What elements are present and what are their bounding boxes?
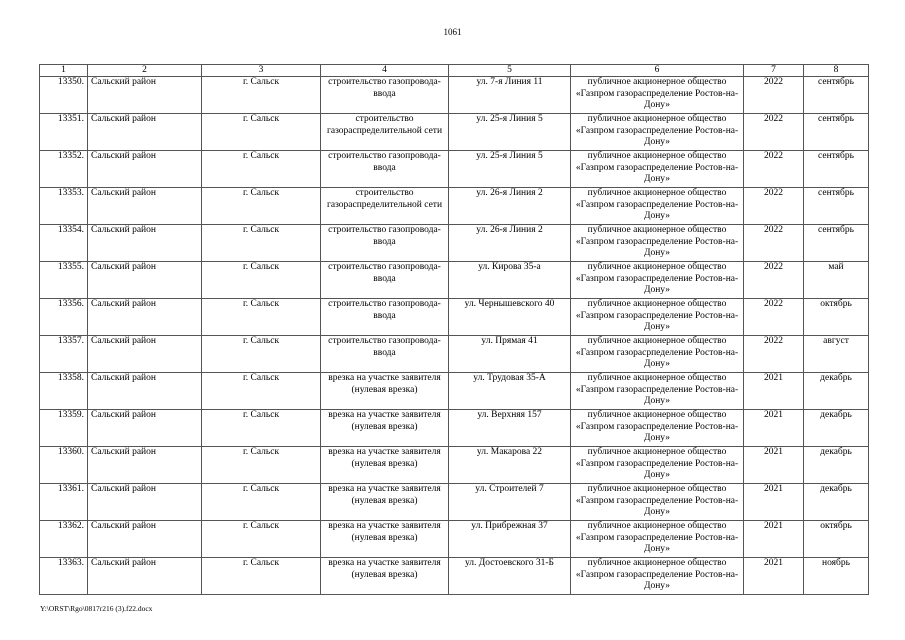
table-row	[40, 447, 869, 484]
cell-month: декабрь	[804, 373, 869, 410]
cell-district: Сальский район	[88, 262, 202, 299]
cell-month: сентябрь	[804, 151, 869, 188]
cell-month: октябрь	[804, 299, 869, 336]
cell-city: г. Сальск	[202, 188, 321, 225]
cell-district: Сальский район	[88, 188, 202, 225]
cell-district: Сальский район	[88, 299, 202, 336]
cell-year: 2022	[744, 188, 804, 225]
cell-organization: публичное акционерное общество «Газпром газораспределение Ростов-на-Дону»	[571, 410, 744, 447]
cell-city: г. Сальск	[202, 521, 321, 558]
cell-row-number: 13353.	[40, 188, 88, 225]
cell-organization: публичное акционерное общество «Газпром газораспределение Ростов-на-Дону»	[571, 299, 744, 336]
cell-month: октябрь	[804, 521, 869, 558]
cell-organization: публичное акционерное общество «Газпром газораспределение Ростов-на-Дону»	[571, 188, 744, 225]
table-row	[40, 114, 869, 151]
cell-year: 2021	[744, 410, 804, 447]
cell-row-number: 13354.	[40, 225, 88, 262]
cell-city: г. Сальск	[202, 151, 321, 188]
cell-city: г. Сальск	[202, 558, 321, 595]
cell-address: ул. Прямая 41	[449, 336, 571, 373]
column-header-6: 6	[571, 65, 744, 77]
cell-work-type: строительство газораспределительной сети	[321, 188, 449, 225]
table-row	[40, 336, 869, 373]
table-row	[40, 77, 869, 114]
cell-work-type: строительство газопровода-ввода	[321, 151, 449, 188]
cell-work-type: строительство газопровода-ввода	[321, 299, 449, 336]
cell-row-number: 13358.	[40, 373, 88, 410]
cell-district: Сальский район	[88, 114, 202, 151]
cell-organization: публичное акционерное общество «Газпром газораспределение Ростов-на-Дону»	[571, 521, 744, 558]
cell-district: Сальский район	[88, 373, 202, 410]
cell-month: сентябрь	[804, 188, 869, 225]
cell-organization: публичное акционерное общество «Газпром газораспределение Ростов-на-Дону»	[571, 447, 744, 484]
table-row	[40, 410, 869, 447]
cell-year: 2022	[744, 77, 804, 114]
cell-organization: публичное акционерное общество «Газпром газораспределение Ростов-на-Дону»	[571, 225, 744, 262]
cell-month: ноябрь	[804, 558, 869, 595]
cell-organization: публичное акционерное общество «Газпром газораспределение Ростов-на-Дону»	[571, 558, 744, 595]
cell-address: ул. Верхняя 157	[449, 410, 571, 447]
cell-district: Сальский район	[88, 484, 202, 521]
cell-city: г. Сальск	[202, 77, 321, 114]
cell-work-type: врезка на участке заявителя (нулевая врезка)	[321, 373, 449, 410]
table-header	[40, 65, 869, 77]
data-table	[39, 64, 869, 595]
cell-address: ул. 25-я Линия 5	[449, 151, 571, 188]
cell-organization: публичное акционерное общество «Газпром газорасрпеделение Ростов-на-Дону»	[571, 336, 744, 373]
cell-address: ул. Трудовая 35-А	[449, 373, 571, 410]
table-row	[40, 262, 869, 299]
cell-work-type: строительство газопровода-ввода	[321, 336, 449, 373]
column-header-8: 8	[804, 65, 869, 77]
cell-row-number: 13363.	[40, 558, 88, 595]
column-header-4: 4	[321, 65, 449, 77]
cell-work-type: врезка на участке заявителя (нулевая врезка)	[321, 484, 449, 521]
cell-row-number: 13357.	[40, 336, 88, 373]
column-header-2: 2	[88, 65, 202, 77]
cell-organization: публичное акционерное общество «Газпром газораспределение Ростов-на-Дону»	[571, 484, 744, 521]
cell-city: г. Сальск	[202, 336, 321, 373]
table-row	[40, 299, 869, 336]
cell-city: г. Сальск	[202, 299, 321, 336]
footer-file-path: Y:\ORST\Rgo\0817r216 (3).f22.docx	[40, 604, 153, 613]
table-row	[40, 558, 869, 595]
table-row	[40, 225, 869, 262]
cell-month: декабрь	[804, 410, 869, 447]
cell-year: 2022	[744, 262, 804, 299]
cell-year: 2021	[744, 373, 804, 410]
cell-city: г. Сальск	[202, 225, 321, 262]
cell-address: ул. Макарова 22	[449, 447, 571, 484]
cell-city: г. Сальск	[202, 447, 321, 484]
cell-work-type: врезка на участке заявителя (нулевая врезка)	[321, 558, 449, 595]
cell-year: 2022	[744, 114, 804, 151]
cell-year: 2021	[744, 447, 804, 484]
cell-address: ул. 7-я Линия 11	[449, 77, 571, 114]
cell-district: Сальский район	[88, 410, 202, 447]
cell-month: сентябрь	[804, 77, 869, 114]
cell-row-number: 13356.	[40, 299, 88, 336]
cell-address: ул. Достоевского 31-Б	[449, 558, 571, 595]
cell-month: декабрь	[804, 447, 869, 484]
cell-district: Сальский район	[88, 336, 202, 373]
column-header-5: 5	[449, 65, 571, 77]
cell-district: Сальский район	[88, 447, 202, 484]
cell-district: Сальский район	[88, 225, 202, 262]
table-row	[40, 373, 869, 410]
cell-row-number: 13360.	[40, 447, 88, 484]
cell-row-number: 13351.	[40, 114, 88, 151]
cell-city: г. Сальск	[202, 373, 321, 410]
cell-month: август	[804, 336, 869, 373]
table-row	[40, 151, 869, 188]
cell-address: ул. 26-я Линия 2	[449, 225, 571, 262]
cell-work-type: строительство газопровода-ввода	[321, 77, 449, 114]
cell-row-number: 13359.	[40, 410, 88, 447]
cell-address: ул. 25-я Линия 5	[449, 114, 571, 151]
cell-organization: публичное акционерное общество «Газпром газораспределение Ростов-на-Дону»	[571, 373, 744, 410]
cell-work-type: врезка на участке заявителя (нулевая врезка)	[321, 410, 449, 447]
cell-organization: публичное акционерное общество «Газпром газораспределение Ростов-на-Дону»	[571, 262, 744, 299]
cell-month: сентябрь	[804, 225, 869, 262]
cell-address: ул. Чернышевского 40	[449, 299, 571, 336]
cell-city: г. Сальск	[202, 114, 321, 151]
cell-city: г. Сальск	[202, 410, 321, 447]
column-header-7: 7	[744, 65, 804, 77]
cell-year: 2021	[744, 521, 804, 558]
cell-address: ул. 26-я Линия 2	[449, 188, 571, 225]
cell-work-type: врезка на участке заявителя (нулевая врезка)	[321, 521, 449, 558]
cell-district: Сальский район	[88, 151, 202, 188]
page-number: 1061	[443, 27, 462, 37]
cell-city: г. Сальск	[202, 262, 321, 299]
cell-organization: публичное акционерное общество «Газпром газораспределение Ростов-на-Дону»	[571, 151, 744, 188]
table-body	[40, 77, 869, 595]
cell-row-number: 13350.	[40, 77, 88, 114]
cell-address: ул. Строителей 7	[449, 484, 571, 521]
cell-month: сентябрь	[804, 114, 869, 151]
cell-organization: публичное акционерное общество «Газпром газораспределение Ростов-на-Дону»	[571, 114, 744, 151]
table-row	[40, 188, 869, 225]
table-row	[40, 484, 869, 521]
cell-month: декабрь	[804, 484, 869, 521]
cell-city: г. Сальск	[202, 484, 321, 521]
cell-work-type: врезка на участке заявителя (нулевая врезка)	[321, 447, 449, 484]
table-row	[40, 521, 869, 558]
cell-row-number: 13361.	[40, 484, 88, 521]
cell-row-number: 13362.	[40, 521, 88, 558]
cell-row-number: 13352.	[40, 151, 88, 188]
column-header-1: 1	[40, 65, 88, 77]
cell-address: ул. Кирова 35-а	[449, 262, 571, 299]
cell-year: 2022	[744, 336, 804, 373]
cell-row-number: 13355.	[40, 262, 88, 299]
cell-work-type: строительство газопровода-ввода	[321, 262, 449, 299]
cell-year: 2022	[744, 299, 804, 336]
cell-year: 2021	[744, 484, 804, 521]
cell-year: 2021	[744, 558, 804, 595]
column-header-3: 3	[202, 65, 321, 77]
cell-district: Сальский район	[88, 77, 202, 114]
cell-year: 2022	[744, 225, 804, 262]
header-row	[40, 65, 869, 77]
cell-month: май	[804, 262, 869, 299]
cell-work-type: строительство газораспределительной сети	[321, 114, 449, 151]
cell-organization: публичное акционерное общество «Газпром газораспределение Ростов-на-Дону»	[571, 77, 744, 114]
cell-district: Сальский район	[88, 521, 202, 558]
cell-work-type: строительство газопровода-ввода	[321, 225, 449, 262]
cell-district: Сальский район	[88, 558, 202, 595]
cell-address: ул. Прибрежная 37	[449, 521, 571, 558]
cell-year: 2022	[744, 151, 804, 188]
